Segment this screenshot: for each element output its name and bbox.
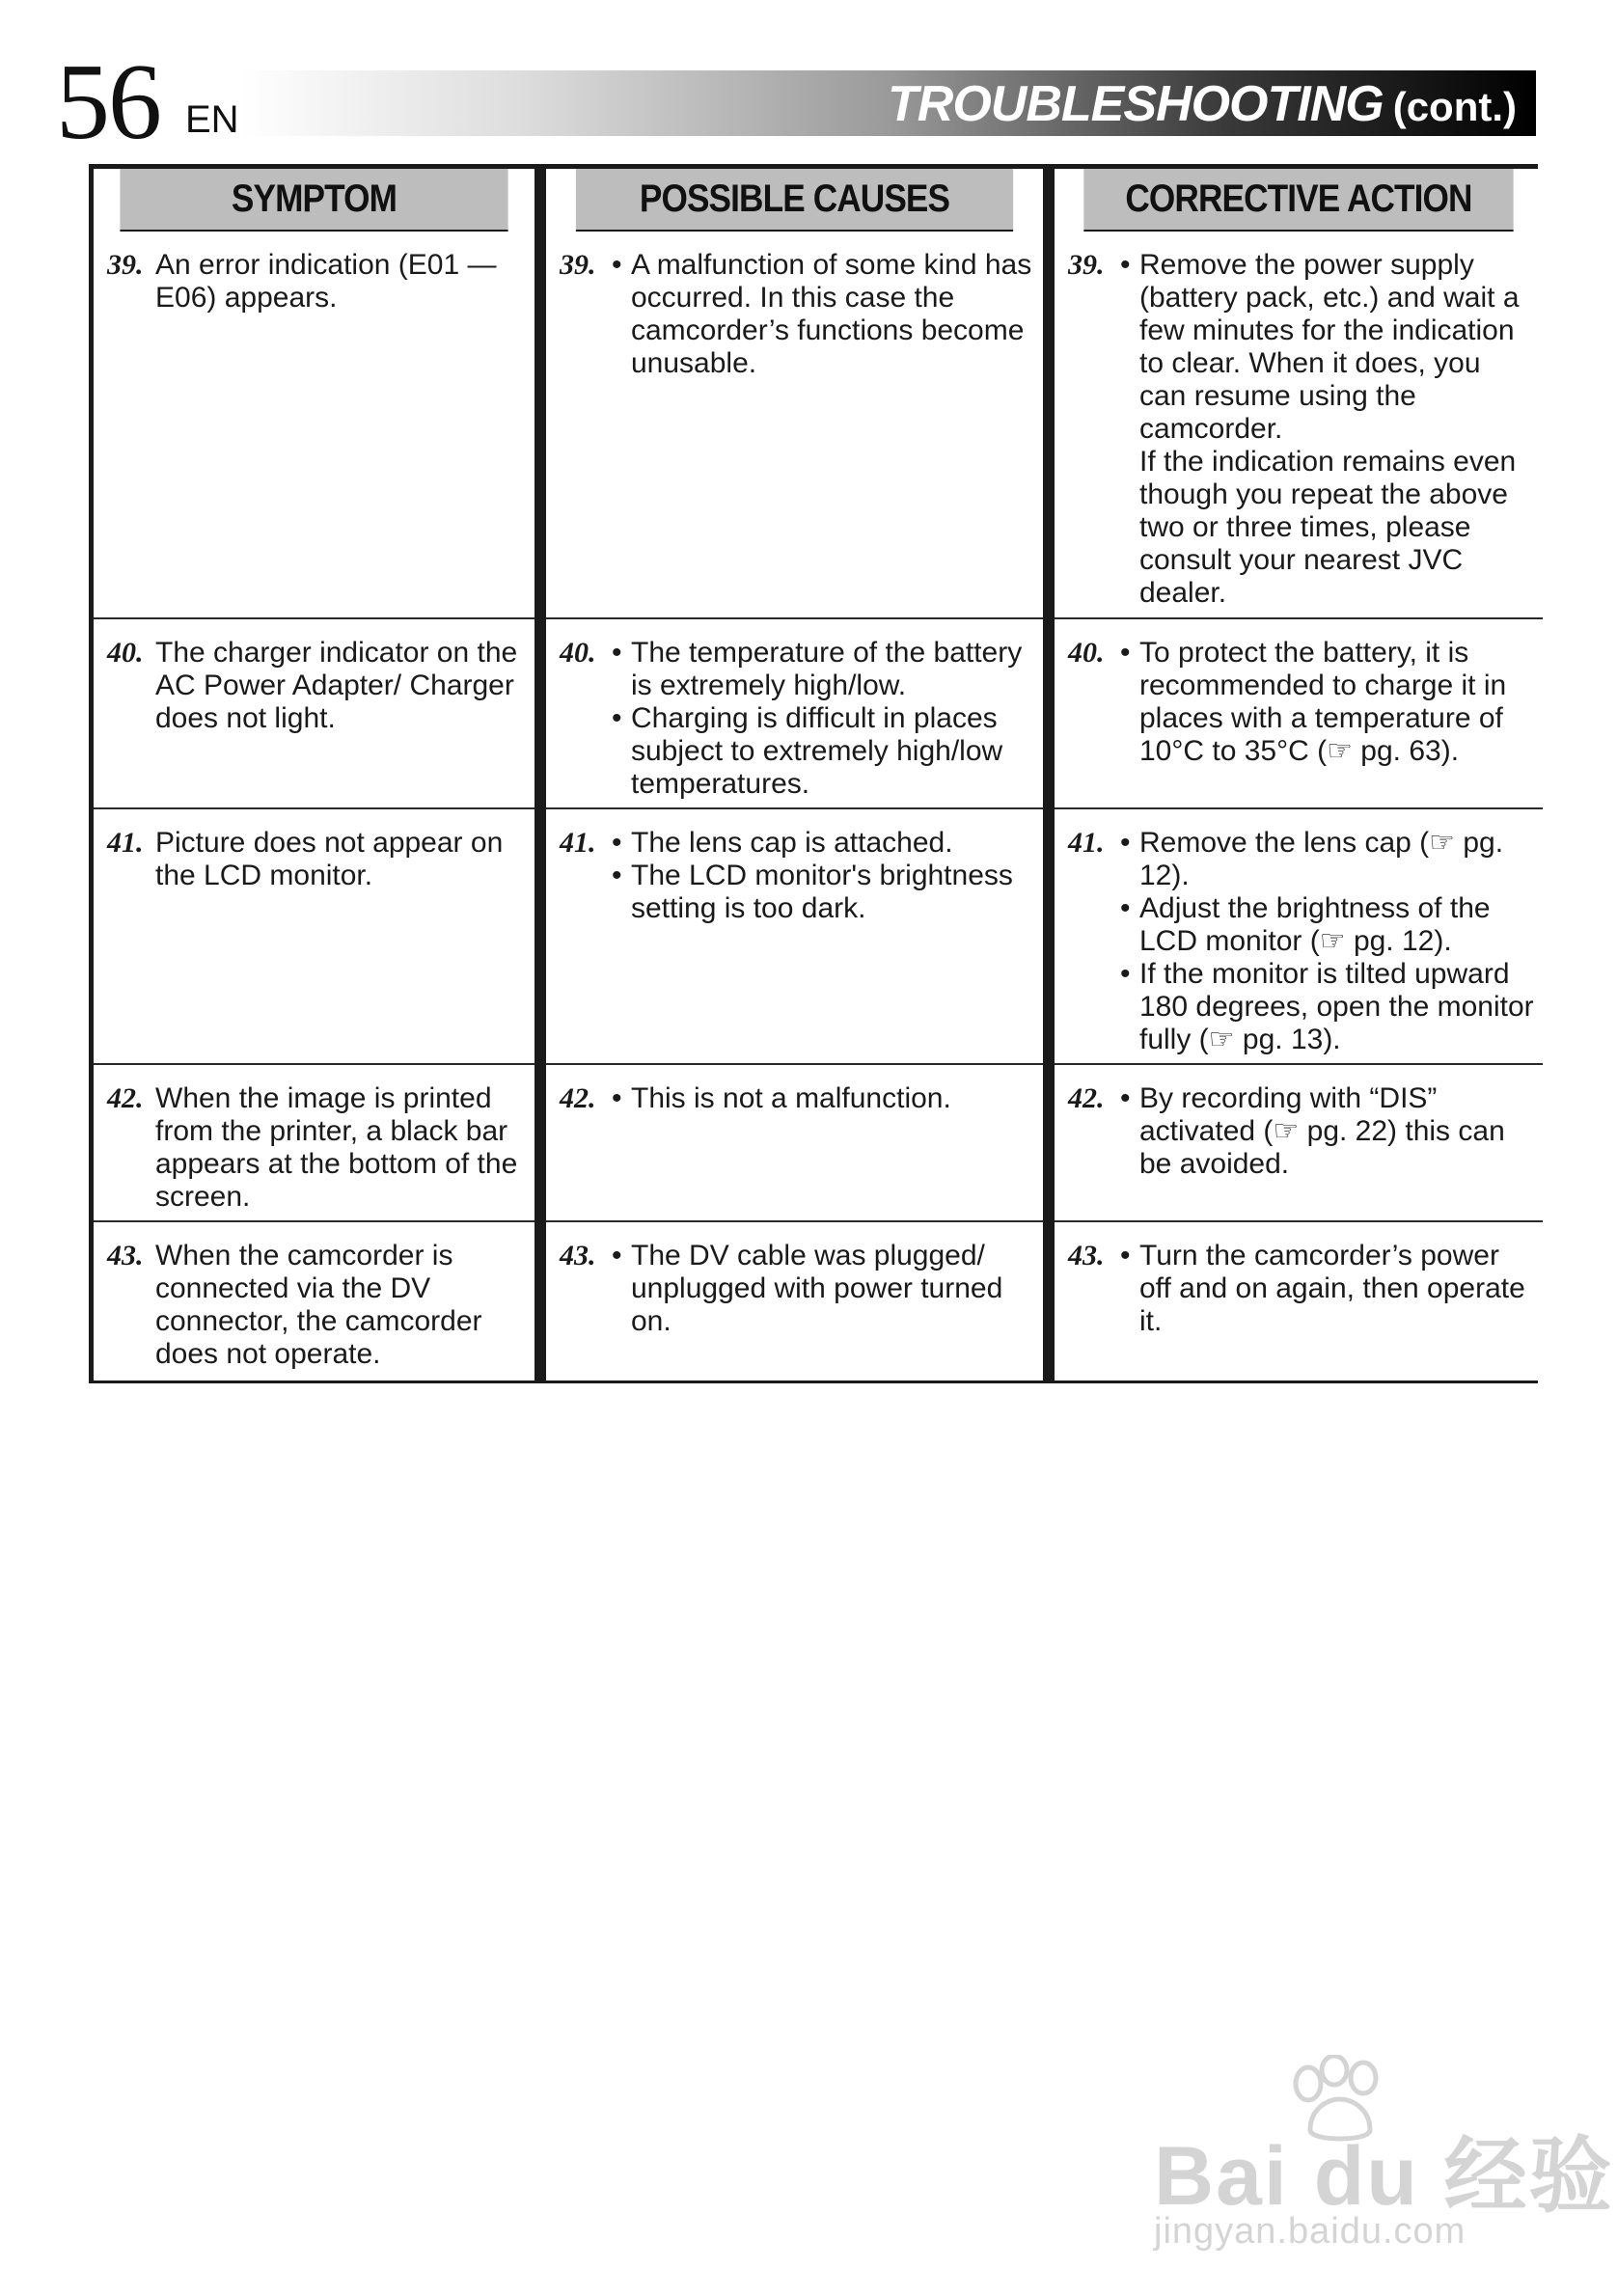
troubleshooting-table bbox=[89, 164, 1538, 1383]
bullet-icon: • bbox=[612, 860, 622, 891]
causes-entry bbox=[560, 827, 1035, 925]
symptom-header: SYMPTOM bbox=[120, 169, 507, 232]
causes-entry bbox=[560, 1082, 1035, 1115]
bullet-icon: • bbox=[1120, 1240, 1131, 1271]
section-title bbox=[888, 76, 1517, 135]
action-item bbox=[1120, 958, 1535, 1056]
bullet-icon: • bbox=[1120, 637, 1131, 669]
action-column bbox=[1055, 169, 1543, 1380]
symptom-text: Picture does not appear on the LCD monitor. bbox=[155, 827, 504, 891]
action-item bbox=[1120, 892, 1535, 958]
action-cell bbox=[1055, 1065, 1543, 1222]
symptom-text: When the camcorder is connected via the DV connector, the camcorder does not operate. bbox=[155, 1240, 482, 1370]
action-list bbox=[1120, 1082, 1535, 1181]
cause-item bbox=[612, 1240, 1035, 1338]
bullet-icon: • bbox=[612, 702, 622, 734]
causes-header: POSSIBLE CAUSES bbox=[576, 169, 1013, 232]
bullet-icon: • bbox=[612, 249, 622, 281]
item-number: 40. bbox=[107, 637, 144, 669]
action-item bbox=[1120, 827, 1535, 892]
action-item bbox=[1120, 637, 1535, 768]
cause-text: The lens cap is attached. bbox=[631, 827, 953, 859]
item-number: 39. bbox=[107, 249, 144, 281]
cause-text: This is not a malfunction. bbox=[631, 1082, 951, 1114]
bullet-icon: • bbox=[1120, 1082, 1131, 1114]
symptom-cell bbox=[94, 1065, 534, 1222]
action-text: Remove the lens cap (☞ pg. 12). bbox=[1139, 827, 1504, 891]
symptom-entry bbox=[107, 637, 527, 735]
bullet-icon: • bbox=[1120, 892, 1131, 924]
item-number: 42. bbox=[107, 1082, 144, 1114]
causes-list bbox=[612, 637, 1035, 801]
causes-list bbox=[612, 1082, 1035, 1115]
section-title-suffix: (cont.) bbox=[1392, 84, 1517, 129]
causes-cell bbox=[546, 809, 1043, 1065]
item-number: 43. bbox=[560, 1240, 596, 1271]
action-text: If the monitor is tilted upward 180 degrees, open the monitor fully (☞ pg. 13). bbox=[1139, 958, 1534, 1055]
bullet-icon: • bbox=[1120, 958, 1131, 990]
action-text: If the indication remains even though you repeat the above two or three times, please consult your nearest JVC dealer. bbox=[1139, 446, 1517, 609]
action-item bbox=[1120, 1240, 1535, 1338]
causes-entry bbox=[560, 249, 1035, 380]
action-text: Adjust the brightness of the LCD monitor (☞ pg. 12). bbox=[1139, 892, 1491, 957]
bullet-icon: • bbox=[612, 637, 622, 669]
cause-text: The temperature of the battery is extremely high/low. bbox=[631, 637, 1023, 701]
item-number: 42. bbox=[560, 1082, 596, 1114]
symptom-entry bbox=[107, 1240, 527, 1371]
action-list bbox=[1120, 249, 1535, 610]
action-cell bbox=[1055, 619, 1543, 809]
action-item bbox=[1120, 249, 1535, 446]
causes-cell bbox=[546, 619, 1043, 809]
action-item bbox=[1120, 1082, 1535, 1181]
item-number: 39. bbox=[560, 249, 596, 281]
watermark-url: jingyan.baidu.com bbox=[1154, 2211, 1466, 2252]
action-text: To protect the battery, it is recommended to charge it in places with a temperature of 10°C to 35°C (☞ pg. 63). bbox=[1139, 637, 1507, 767]
symptom-column bbox=[94, 169, 534, 1380]
section-title-text: TROUBLESHOOTING bbox=[888, 76, 1384, 132]
section-header-bar bbox=[241, 70, 1536, 136]
item-number: 43. bbox=[1068, 1240, 1105, 1271]
causes-entry bbox=[560, 1240, 1035, 1338]
symptom-cell bbox=[94, 232, 534, 619]
cause-text: The DV cable was plugged/ unplugged with power turned on. bbox=[631, 1240, 1003, 1337]
action-cell bbox=[1055, 1222, 1543, 1380]
item-number: 39. bbox=[1068, 249, 1105, 281]
cause-item bbox=[612, 827, 1035, 860]
bullet-icon: • bbox=[612, 827, 622, 859]
cause-item bbox=[612, 860, 1035, 925]
action-entry bbox=[1068, 637, 1535, 768]
causes-entry bbox=[560, 637, 1035, 801]
symptom-text: When the image is printed from the printer, a black bar appears at the bottom of the screen. bbox=[155, 1082, 518, 1213]
causes-list bbox=[612, 1240, 1035, 1338]
item-number: 41. bbox=[1068, 827, 1105, 859]
cause-item bbox=[612, 249, 1035, 380]
item-number: 42. bbox=[1068, 1082, 1105, 1114]
page-language-label: EN bbox=[185, 98, 239, 141]
action-list bbox=[1120, 1240, 1535, 1338]
baidu-watermark bbox=[1154, 2055, 1614, 2257]
symptom-text: An error indication (E01 — E06) appears. bbox=[155, 249, 497, 314]
symptom-text: The charger indicator on the AC Power Adapter/ Charger does not light. bbox=[155, 637, 518, 734]
cause-item bbox=[612, 702, 1035, 801]
action-item bbox=[1120, 446, 1535, 610]
item-number: 40. bbox=[560, 637, 596, 669]
causes-list bbox=[612, 827, 1035, 925]
action-list bbox=[1120, 827, 1535, 1056]
cause-text: Charging is difficult in places subject to extremely high/low temperatures. bbox=[631, 702, 1003, 800]
symptom-entry bbox=[107, 827, 527, 892]
cause-item bbox=[612, 1082, 1035, 1115]
action-cell bbox=[1055, 232, 1543, 619]
causes-cell bbox=[546, 232, 1043, 619]
symptom-entry bbox=[107, 1082, 527, 1214]
action-text: By recording with “DIS” activated (☞ pg. 22) this can be avoided. bbox=[1139, 1082, 1505, 1180]
bullet-icon: • bbox=[612, 1240, 622, 1271]
bullet-spacer bbox=[1120, 446, 1139, 610]
item-number: 43. bbox=[107, 1240, 144, 1271]
symptom-entry bbox=[107, 249, 527, 314]
cause-text: A malfunction of some kind has occurred. In this case the camcorder’s functions become unusable. bbox=[631, 249, 1032, 379]
bullet-icon: • bbox=[1120, 249, 1131, 281]
causes-cell bbox=[546, 1222, 1043, 1380]
action-list bbox=[1120, 637, 1535, 768]
action-entry bbox=[1068, 827, 1535, 1056]
symptom-cell bbox=[94, 809, 534, 1065]
symptom-cell bbox=[94, 619, 534, 809]
action-entry bbox=[1068, 249, 1535, 610]
action-entry bbox=[1068, 1082, 1535, 1181]
bullet-icon: • bbox=[1120, 827, 1131, 859]
watermark-brand: Bai du 经验 bbox=[1154, 2130, 1614, 2223]
causes-list bbox=[612, 249, 1035, 380]
action-text: Turn the camcorder’s power off and on again, then operate it. bbox=[1139, 1240, 1525, 1337]
causes-cell bbox=[546, 1065, 1043, 1222]
bullet-icon: • bbox=[612, 1082, 622, 1114]
item-number: 41. bbox=[560, 827, 596, 859]
item-number: 41. bbox=[107, 827, 144, 859]
causes-column bbox=[546, 169, 1043, 1380]
cause-text: The LCD monitor's brightness setting is too dark. bbox=[631, 860, 1013, 924]
page-number: 56 bbox=[56, 42, 160, 162]
action-cell bbox=[1055, 809, 1543, 1065]
item-number: 40. bbox=[1068, 637, 1105, 669]
cause-item bbox=[612, 637, 1035, 702]
action-text: Remove the power supply (battery pack, etc.) and wait a few minutes for the indication to clear. When it does, you can resume using the camcorder. bbox=[1139, 249, 1520, 445]
action-entry bbox=[1068, 1240, 1535, 1338]
action-header: CORRECTIVE ACTION bbox=[1083, 169, 1513, 232]
symptom-cell bbox=[94, 1222, 534, 1380]
